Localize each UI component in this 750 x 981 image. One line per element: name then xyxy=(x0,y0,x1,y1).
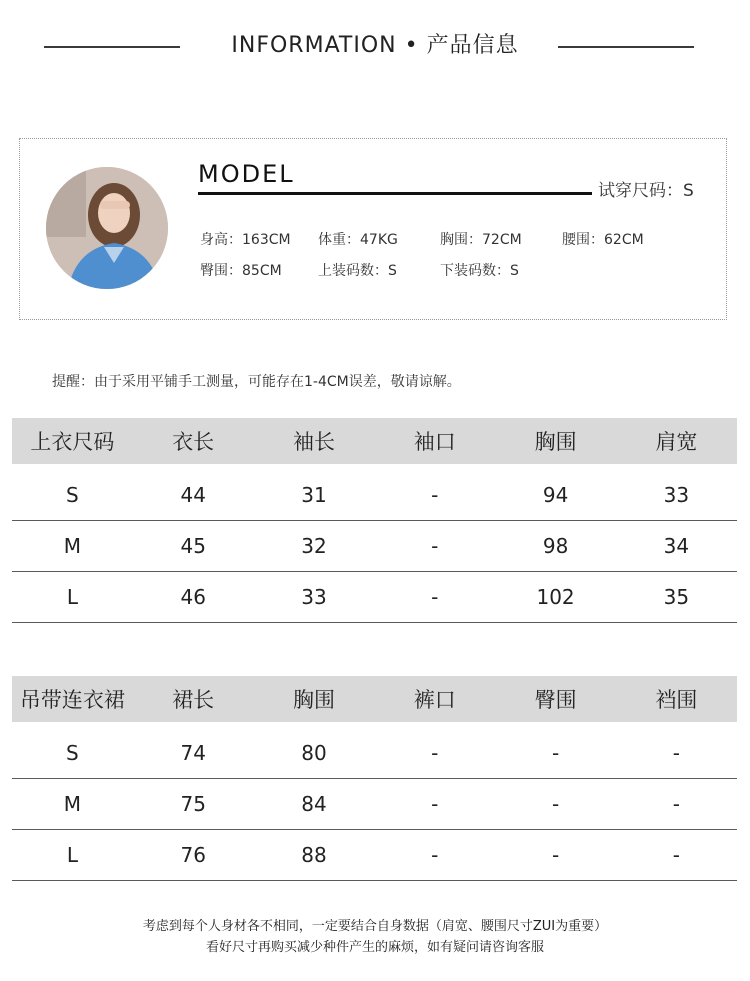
top-size-table xyxy=(12,418,737,623)
header-cell: 上衣尺码 xyxy=(30,430,115,454)
header-cell: 裙长 xyxy=(172,688,215,712)
header-cell: 袖长 xyxy=(292,430,335,454)
try-size: 试穿尺码：S xyxy=(598,181,694,201)
model-hip: 臀围：85CM xyxy=(200,263,282,279)
table-cell: S xyxy=(66,483,79,507)
table-cell: 76 xyxy=(180,843,206,867)
dress-size-table xyxy=(12,676,737,881)
measurement-note: 提醒：由于采用平铺手工测量，可能存在1-4CM误差，敬请谅解。 xyxy=(52,374,461,390)
table-cell: M xyxy=(63,792,82,816)
header-cell: 胸围 xyxy=(534,430,577,454)
header-cell: 胸围 xyxy=(292,688,335,712)
model-avatar xyxy=(46,167,168,289)
model-photo-icon xyxy=(46,167,168,289)
table-cell: 45 xyxy=(180,534,206,558)
model-bottom-size: 下装码数：S xyxy=(440,263,519,279)
table-cell: - xyxy=(672,792,680,816)
table-cell: 33 xyxy=(301,585,327,609)
table-cell: 88 xyxy=(301,843,327,867)
model-underline xyxy=(198,192,592,195)
table-cell: 102 xyxy=(536,585,575,609)
header-cell: 裤口 xyxy=(413,688,456,712)
table-cell: M xyxy=(63,534,82,558)
table-row xyxy=(12,572,737,623)
table-row xyxy=(12,779,737,830)
table-cell: - xyxy=(551,843,560,867)
header-cell: 肩宽 xyxy=(655,430,698,454)
table-cell: 35 xyxy=(663,585,690,609)
model-waist: 腰围：62CM xyxy=(562,232,644,248)
header-cell: 衣长 xyxy=(172,430,215,454)
table-cell: 74 xyxy=(180,741,206,765)
table-cell: - xyxy=(672,741,680,765)
table-cell: 75 xyxy=(180,792,206,816)
model-heading: MODEL xyxy=(198,160,295,188)
footer-line-1: 考虑到每个人身材各不相同，一定要结合自身数据（肩宽、腰围尺寸ZUI为重要） xyxy=(142,919,608,934)
table-cell: - xyxy=(551,792,560,816)
table-cell: 33 xyxy=(663,483,690,507)
table-row xyxy=(12,521,737,572)
model-weight: 体重：47KG xyxy=(318,232,398,248)
table-cell: 34 xyxy=(663,534,690,558)
header-right-rule xyxy=(558,46,694,48)
table-row xyxy=(12,470,737,521)
table-cell: 44 xyxy=(180,483,206,507)
table-cell: 32 xyxy=(301,534,327,558)
model-bust: 胸围：72CM xyxy=(440,232,522,248)
table-cell: 94 xyxy=(542,483,569,507)
table-cell: 46 xyxy=(180,585,206,609)
table-cell: 84 xyxy=(301,792,327,816)
header-cell: 裆围 xyxy=(655,688,698,712)
table-cell: - xyxy=(431,534,439,558)
table-cell: - xyxy=(672,843,680,867)
header-cell: 袖口 xyxy=(413,430,456,454)
table-cell: - xyxy=(431,792,439,816)
table-cell: S xyxy=(66,741,79,765)
model-top-size: 上装码数：S xyxy=(318,263,397,279)
table-cell: 31 xyxy=(301,483,327,507)
table-cell: 80 xyxy=(301,741,327,765)
model-height: 身高：163CM xyxy=(200,232,291,248)
table-cell: - xyxy=(431,585,439,609)
table-header xyxy=(12,418,737,464)
header-cell: 吊带连衣裙 xyxy=(19,688,125,712)
footer-line-2: 看好尺寸再购买减少种件产生的麻烦，如有疑问请咨询客服 xyxy=(205,940,544,955)
table-row xyxy=(12,728,737,779)
table-cell: - xyxy=(431,741,439,765)
table-cell: L xyxy=(66,843,78,867)
header-cell: 臀围 xyxy=(534,688,577,712)
table-cell: 98 xyxy=(542,534,569,558)
table-row xyxy=(12,830,737,881)
table-cell: - xyxy=(551,741,560,765)
table-cell: L xyxy=(66,585,78,609)
header-title: INFORMATION • 产品信息 xyxy=(231,33,519,58)
table-header xyxy=(12,676,737,722)
table-cell: - xyxy=(431,843,439,867)
table-cell: - xyxy=(431,483,439,507)
